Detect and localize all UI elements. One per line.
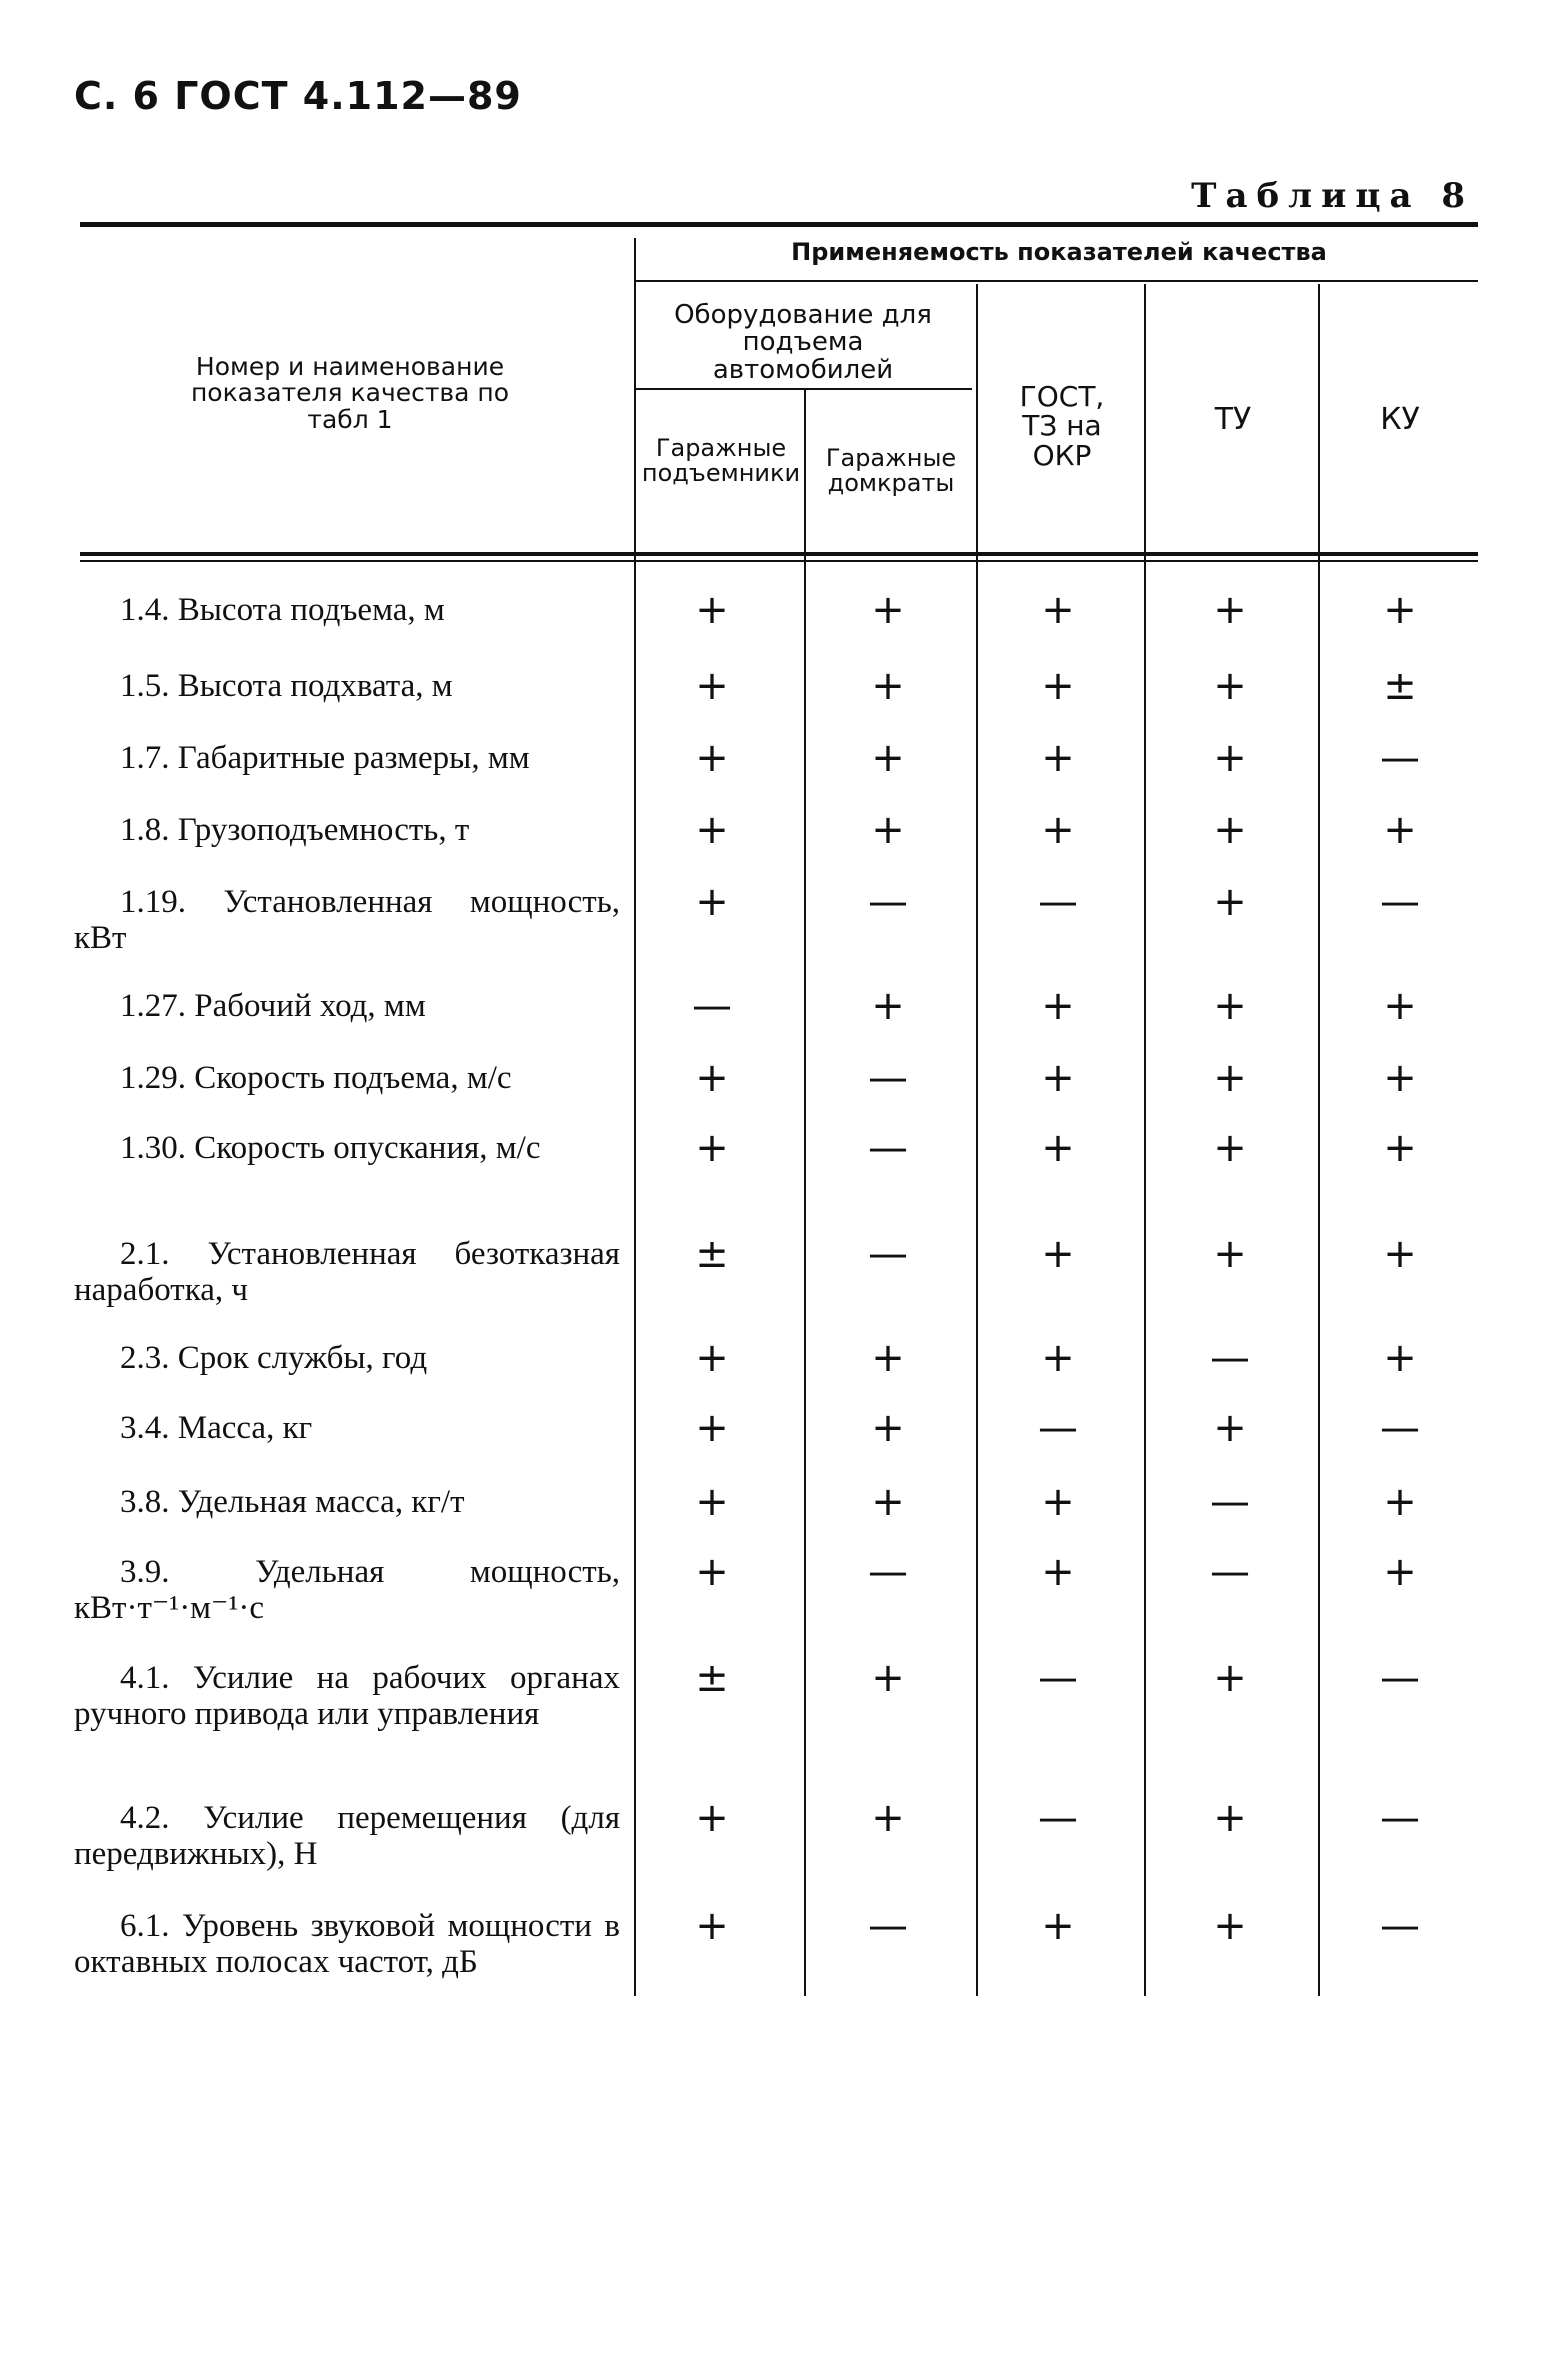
- applicability-mark: +: [1041, 735, 1075, 781]
- applicability-mark: —: [868, 879, 908, 925]
- row-label: 3.8. Удельная масса, кг/т: [120, 1484, 465, 1520]
- applicability-mark: +: [871, 1335, 905, 1381]
- applicability-mark: +: [1213, 879, 1247, 925]
- applicability-mark: —: [868, 1055, 908, 1101]
- applicability-mark: +: [1041, 1549, 1075, 1595]
- applicability-mark: —: [1380, 1795, 1420, 1841]
- applicability-mark: —: [1038, 1655, 1078, 1701]
- applicability-mark: +: [1213, 1055, 1247, 1101]
- row-label: 1.5. Высота подхвата, м: [120, 668, 453, 704]
- row-label: 3.4. Масса, кг: [120, 1410, 313, 1446]
- applicability-mark: —: [1038, 1405, 1078, 1451]
- applicability-mark: +: [1041, 1903, 1075, 1949]
- applicability-mark: ±: [695, 1655, 729, 1701]
- applicability-mark: +: [695, 1549, 729, 1595]
- applicability-mark: +: [1041, 807, 1075, 853]
- applicability-mark: +: [1213, 983, 1247, 1029]
- applicability-mark: +: [695, 663, 729, 709]
- col-divider-1: [634, 238, 636, 1996]
- row-label: 3.9. Удельная мощность, кВт·т⁻¹·м⁻¹·с: [74, 1554, 620, 1626]
- applicability-mark: +: [695, 1335, 729, 1381]
- applicability-mark: +: [1041, 587, 1075, 633]
- applicability-mark: —: [868, 1231, 908, 1277]
- applicability-mark: +: [695, 1405, 729, 1451]
- applicability-mark: +: [1383, 1335, 1417, 1381]
- row-label: 1.29. Скорость подъема, м/с: [120, 1060, 512, 1096]
- row-label: 4.2. Усилие перемещения (для передвижных), Н: [74, 1800, 620, 1872]
- group-header-rule: [636, 280, 1478, 282]
- applicability-mark: —: [1380, 735, 1420, 781]
- applicability-mark: +: [695, 1795, 729, 1841]
- header-bottom-rule: [80, 552, 1478, 556]
- row-label: 1.8. Грузоподъемность, т: [120, 812, 470, 848]
- applicability-mark: +: [695, 587, 729, 633]
- applicability-mark: +: [695, 1125, 729, 1171]
- row-label: 1.19. Установленная мощность, кВт: [74, 884, 620, 956]
- applicability-mark: +: [1383, 807, 1417, 853]
- applicability-mark: +: [871, 1405, 905, 1451]
- row-label: 1.4. Высота подъема, м: [120, 592, 445, 628]
- row-label: 1.7. Габаритные размеры, мм: [120, 740, 530, 776]
- applicability-mark: +: [871, 1795, 905, 1841]
- column-header-tu: ТУ: [1214, 402, 1252, 437]
- row-label: 2.1. Установленная безотказная наработка, ч: [74, 1236, 620, 1308]
- applicability-mark: +: [1383, 1055, 1417, 1101]
- applicability-mark: —: [1210, 1549, 1250, 1595]
- applicability-mark: +: [1383, 1231, 1417, 1277]
- column-header-garage-jacks: Гаражные домкраты: [825, 444, 957, 498]
- applicability-mark: +: [871, 735, 905, 781]
- applicability-mark: —: [1380, 879, 1420, 925]
- col-divider-4: [1144, 284, 1146, 1996]
- applicability-mark: +: [695, 1903, 729, 1949]
- applicability-mark: +: [1213, 807, 1247, 853]
- applicability-mark: +: [1041, 1055, 1075, 1101]
- applicability-mark: —: [1380, 1405, 1420, 1451]
- applicability-mark: —: [868, 1903, 908, 1949]
- applicability-mark: +: [1383, 1125, 1417, 1171]
- applicability-mark: +: [1041, 983, 1075, 1029]
- applicability-mark: +: [1213, 1125, 1247, 1171]
- applicability-mark: +: [1041, 1335, 1075, 1381]
- applicability-mark: +: [1213, 1655, 1247, 1701]
- applicability-mark: +: [1041, 1231, 1075, 1277]
- applicability-mark: —: [1038, 1795, 1078, 1841]
- applicability-mark: +: [1213, 1231, 1247, 1277]
- applicability-mark: —: [1380, 1903, 1420, 1949]
- applicability-mark: —: [1038, 879, 1078, 925]
- header-bottom-rule-2: [80, 560, 1478, 562]
- applicability-mark: —: [1380, 1655, 1420, 1701]
- applicability-mark: +: [1041, 663, 1075, 709]
- page-header: С. 6 ГОСТ 4.112—89: [74, 74, 522, 118]
- column-header-ku: КУ: [1380, 402, 1420, 437]
- applicability-mark: +: [695, 1055, 729, 1101]
- column-header-garage-lifts: Гаражные подъемники: [641, 434, 801, 488]
- applicability-mark: —: [868, 1125, 908, 1171]
- applicability-mark: +: [1383, 983, 1417, 1029]
- row-label: 1.30. Скорость опускания, м/с: [120, 1130, 541, 1166]
- applicability-mark: —: [692, 983, 732, 1029]
- col-divider-2: [804, 390, 806, 1996]
- applicability-mark: +: [1041, 1125, 1075, 1171]
- applicability-mark: —: [1210, 1479, 1250, 1525]
- table-top-rule: [80, 222, 1478, 227]
- applicability-mark: +: [1213, 1795, 1247, 1841]
- column-group-equipment: Оборудование для подъема автомобилей: [674, 300, 932, 385]
- applicability-mark: +: [871, 663, 905, 709]
- row-label: 6.1. Уровень звуковой мощности в октавных полосах частот, дБ: [74, 1908, 620, 1980]
- applicability-mark: +: [1213, 735, 1247, 781]
- applicability-mark: +: [871, 1479, 905, 1525]
- applicability-mark: +: [1213, 1903, 1247, 1949]
- column-group-header: Применяемость показателей качества: [791, 238, 1327, 266]
- applicability-mark: +: [695, 879, 729, 925]
- applicability-mark: —: [868, 1549, 908, 1595]
- applicability-mark: +: [1383, 587, 1417, 633]
- column-header-indicator: Номер и наименование показателя качества по табл 1: [190, 352, 510, 434]
- applicability-mark: +: [871, 807, 905, 853]
- applicability-mark: +: [871, 1655, 905, 1701]
- row-label: 2.3. Срок службы, год: [120, 1340, 428, 1376]
- column-header-gost: ГОСТ, ТЗ на ОКР: [1019, 380, 1105, 472]
- applicability-mark: ±: [1383, 663, 1417, 709]
- applicability-mark: +: [1213, 587, 1247, 633]
- applicability-mark: +: [695, 735, 729, 781]
- applicability-mark: +: [1383, 1549, 1417, 1595]
- applicability-mark: +: [1213, 663, 1247, 709]
- applicability-mark: +: [695, 807, 729, 853]
- applicability-mark: +: [871, 983, 905, 1029]
- row-label: 4.1. Усилие на рабочих органах ручного привода или управления: [74, 1660, 620, 1732]
- applicability-mark: +: [871, 587, 905, 633]
- table-label: Таблица 8: [1191, 176, 1474, 216]
- applicability-mark: +: [1383, 1479, 1417, 1525]
- applicability-mark: +: [1213, 1405, 1247, 1451]
- row-label: 1.27. Рабочий ход, мм: [120, 988, 426, 1024]
- applicability-mark: —: [1210, 1335, 1250, 1381]
- applicability-mark: +: [695, 1479, 729, 1525]
- col-divider-5: [1318, 284, 1320, 1996]
- col-divider-3: [976, 284, 978, 1996]
- applicability-mark: +: [1041, 1479, 1075, 1525]
- applicability-mark: ±: [695, 1231, 729, 1277]
